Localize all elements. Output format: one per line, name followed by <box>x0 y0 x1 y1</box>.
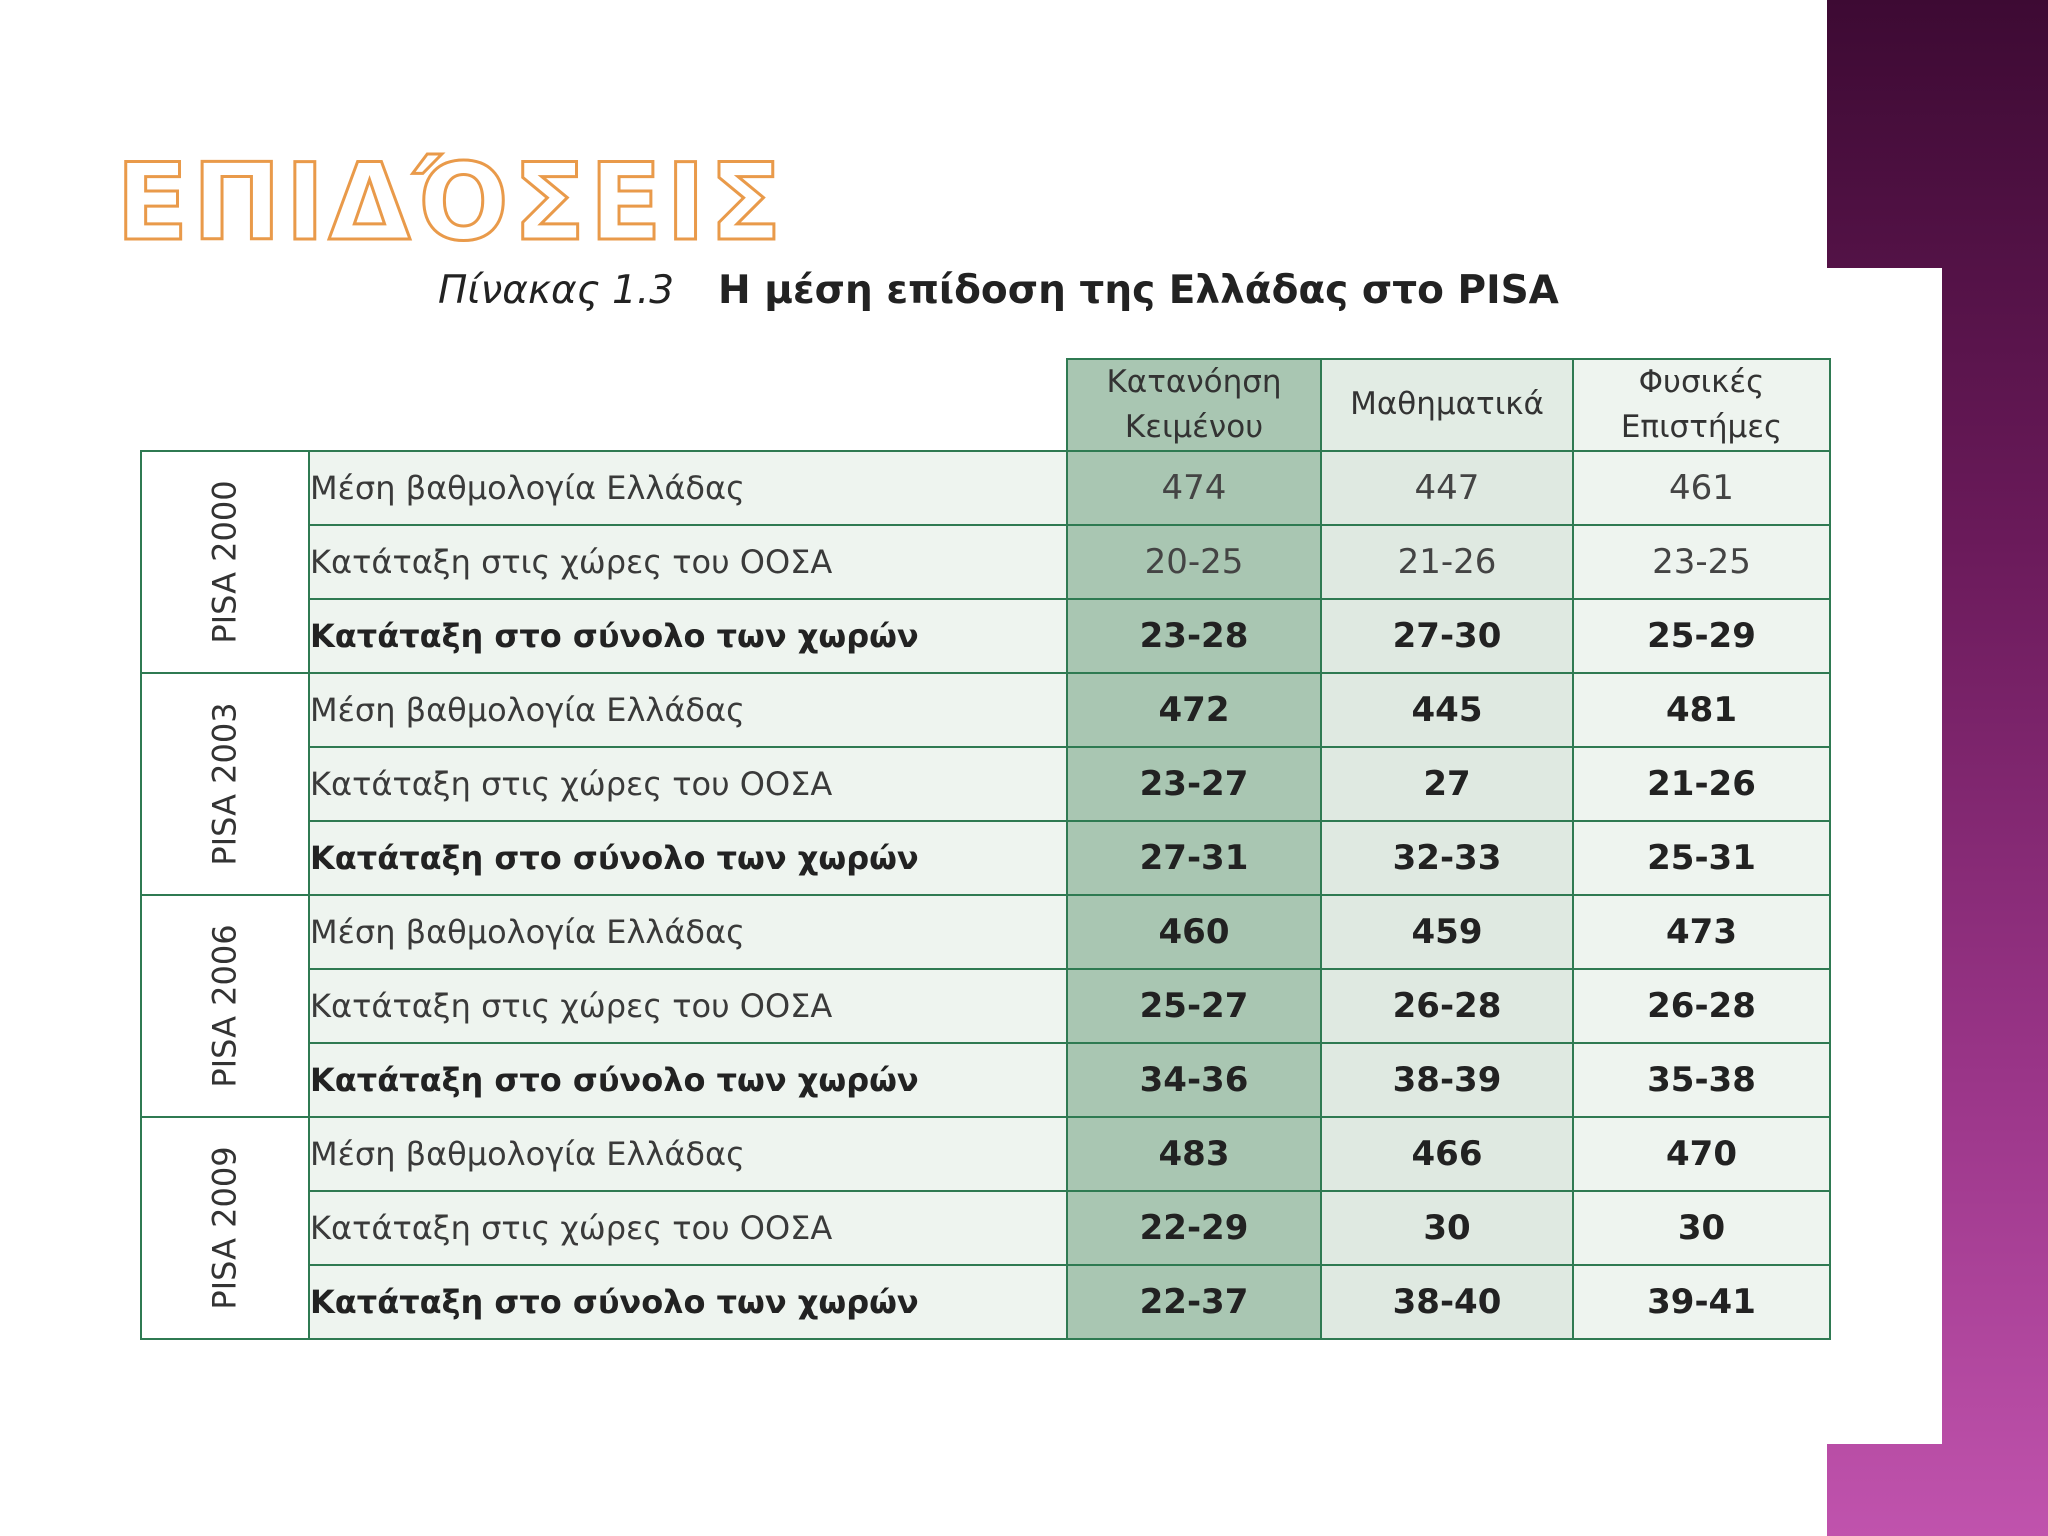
table-row <box>141 525 1830 599</box>
value-cell: 22-37 <box>1067 1265 1321 1339</box>
row-label: Μέση βαθμολογία Ελλάδας <box>309 1117 1067 1191</box>
value-cell: 472 <box>1067 673 1321 747</box>
year-group-label: PISA 2009 <box>205 1146 244 1310</box>
value-cell: 27-30 <box>1321 599 1573 673</box>
value-cell: 445 <box>1321 673 1573 747</box>
value-cell: 460 <box>1067 895 1321 969</box>
header-math-label: Μαθηματικά <box>1350 386 1544 423</box>
row-label: Κατάταξη στις χώρες του ΟΟΣΑ <box>309 747 1067 821</box>
table-row <box>141 747 1830 821</box>
value-cell: 483 <box>1067 1117 1321 1191</box>
header-science-line1: Φυσικές <box>1638 364 1765 400</box>
value-cell: 35-38 <box>1573 1043 1830 1117</box>
value-cell: 466 <box>1321 1117 1573 1191</box>
value-cell: 26-28 <box>1573 969 1830 1043</box>
table-row <box>141 1043 1830 1117</box>
value-cell: 30 <box>1573 1191 1830 1265</box>
year-group-label: PISA 2006 <box>205 924 244 1088</box>
row-label: Μέση βαθμολογία Ελλάδας <box>309 895 1067 969</box>
year-group-label: PISA 2000 <box>205 480 244 644</box>
value-cell: 27 <box>1321 747 1573 821</box>
value-cell: 23-27 <box>1067 747 1321 821</box>
value-cell: 39-41 <box>1573 1265 1830 1339</box>
value-cell: 461 <box>1573 451 1830 525</box>
table-caption-number: Πίνακας 1.3 <box>438 268 675 313</box>
value-cell: 34-36 <box>1067 1043 1321 1117</box>
row-label: Κατάταξη στις χώρες του ΟΟΣΑ <box>309 525 1067 599</box>
table-caption <box>438 268 1559 313</box>
row-label: Κατάταξη στις χώρες του ΟΟΣΑ <box>309 969 1067 1043</box>
table-row <box>141 673 1830 747</box>
year-group-cell <box>141 1117 309 1339</box>
year-group-cell <box>141 895 309 1117</box>
value-cell: 25-27 <box>1067 969 1321 1043</box>
row-label: Μέση βαθμολογία Ελλάδας <box>309 673 1067 747</box>
row-label: Κατάταξη στο σύνολο των χωρών <box>309 821 1067 895</box>
value-cell: 25-29 <box>1573 599 1830 673</box>
row-label: Κατάταξη στο σύνολο των χωρών <box>309 599 1067 673</box>
value-cell: 38-39 <box>1321 1043 1573 1117</box>
row-label: Κατάταξη στο σύνολο των χωρών <box>309 1265 1067 1339</box>
value-cell: 27-31 <box>1067 821 1321 895</box>
header-blank-cell <box>141 359 1067 451</box>
value-cell: 21-26 <box>1573 747 1830 821</box>
row-label: Κατάταξη στις χώρες του ΟΟΣΑ <box>309 1191 1067 1265</box>
header-reading-line2: Κειμένου <box>1124 408 1264 445</box>
value-cell: 32-33 <box>1321 821 1573 895</box>
value-cell: 473 <box>1573 895 1830 969</box>
header-science <box>1573 359 1830 451</box>
value-cell: 20-25 <box>1067 525 1321 599</box>
table-row <box>141 451 1830 525</box>
table-row <box>141 821 1830 895</box>
header-reading <box>1067 359 1321 451</box>
value-cell: 447 <box>1321 451 1573 525</box>
year-group-label: PISA 2003 <box>205 702 244 866</box>
value-cell: 21-26 <box>1321 525 1573 599</box>
table-row <box>141 969 1830 1043</box>
value-cell: 25-31 <box>1573 821 1830 895</box>
row-label: Μέση βαθμολογία Ελλάδας <box>309 451 1067 525</box>
value-cell: 23-28 <box>1067 599 1321 673</box>
value-cell: 38-40 <box>1321 1265 1573 1339</box>
value-cell: 30 <box>1321 1191 1573 1265</box>
table-row <box>141 895 1830 969</box>
table-row <box>141 1117 1830 1191</box>
pisa-results-table <box>140 358 1831 1340</box>
value-cell: 22-29 <box>1067 1191 1321 1265</box>
value-cell: 459 <box>1321 895 1573 969</box>
header-math <box>1321 359 1573 451</box>
value-cell: 26-28 <box>1321 969 1573 1043</box>
header-science-line2: Επιστήμες <box>1620 408 1783 445</box>
year-group-cell <box>141 673 309 895</box>
year-group-cell <box>141 451 309 673</box>
table-header-row <box>141 359 1830 451</box>
table-caption-text: Η μέση επίδοση της Ελλάδας στο PISA <box>718 268 1559 313</box>
table-row <box>141 1265 1830 1339</box>
slide-title: ΕΠΙΔΌΣΕΙΣ <box>116 141 786 264</box>
value-cell: 481 <box>1573 673 1830 747</box>
table-row <box>141 599 1830 673</box>
table-row <box>141 1191 1830 1265</box>
value-cell: 474 <box>1067 451 1321 525</box>
value-cell: 23-25 <box>1573 525 1830 599</box>
header-reading-line1: Κατανόηση <box>1106 364 1282 400</box>
value-cell: 470 <box>1573 1117 1830 1191</box>
row-label: Κατάταξη στο σύνολο των χωρών <box>309 1043 1067 1117</box>
